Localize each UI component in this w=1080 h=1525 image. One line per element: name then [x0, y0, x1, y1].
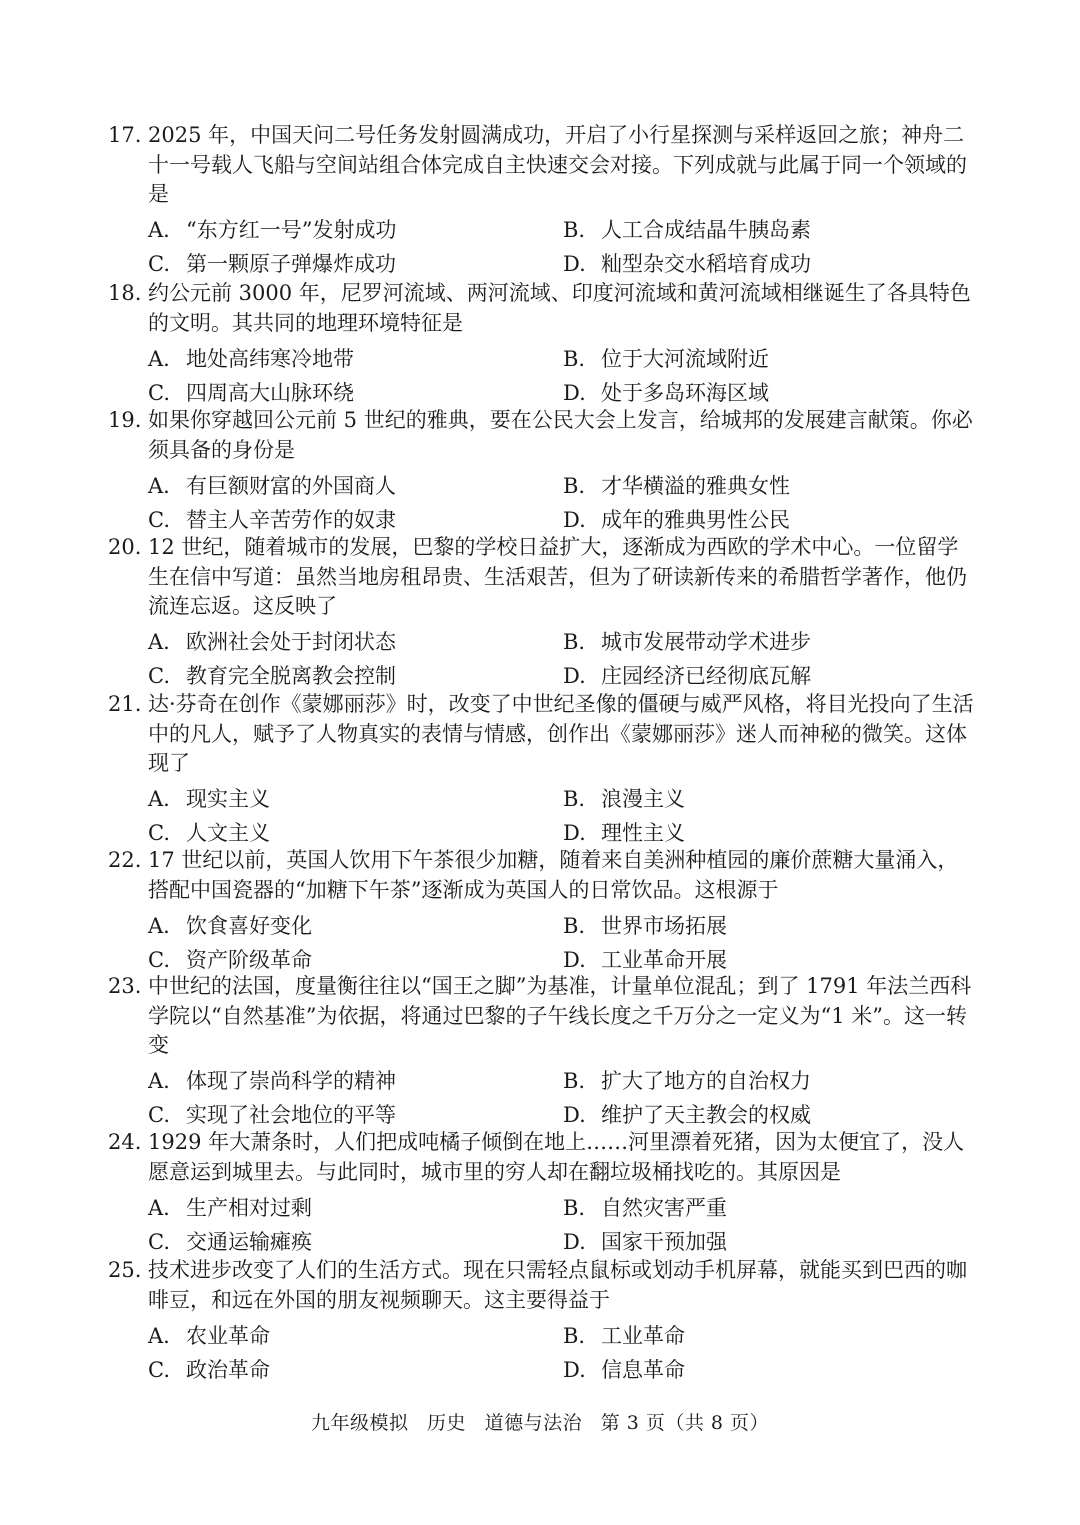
question-stem: 技术进步改变了人们的生活方式。现在只需轻点鼠标或划动手机屏幕，就能买到巴西的咖啡豆，和远在外国的朋友视频聊天。这主要得益于	[148, 1258, 967, 1312]
question-23	[108, 972, 978, 1133]
option-c: C. 实现了社会地位的平等	[148, 1103, 396, 1128]
question-24	[108, 1128, 978, 1259]
options	[148, 909, 978, 977]
footer-page-info: 第 3 页（共 8 页）	[600, 1412, 770, 1434]
question-number: 24.	[108, 1130, 142, 1154]
option-c: C. 人文主义	[148, 821, 270, 846]
option-c: C. 第一颗原子弹爆炸成功	[148, 252, 396, 277]
question-stem: 约公元前 3000 年，尼罗河流域、两河流域、印度河流域和黄河流域相继诞生了各具特色的文明。其共同的地理环境特征是	[148, 281, 971, 335]
option-a: A. 农业革命	[148, 1323, 270, 1348]
question-18	[108, 279, 978, 410]
options	[148, 1319, 978, 1387]
option-c: C. 教育完全脱离教会控制	[148, 664, 396, 689]
option-b: B. 扩大了地方的自治权力	[563, 1069, 811, 1094]
question-number: 25.	[108, 1258, 142, 1282]
question-21	[108, 690, 978, 851]
question-number: 18.	[108, 281, 142, 305]
option-d: D. 工业革命开展	[563, 947, 727, 972]
option-d: D. 国家干预加强	[563, 1229, 727, 1254]
question-25	[108, 1256, 978, 1387]
question-number: 23.	[108, 974, 142, 998]
option-a: A. 地处高纬寒冷地带	[148, 346, 354, 371]
option-c: C. 资产阶级革命	[148, 947, 312, 972]
option-a: A. 现实主义	[148, 787, 270, 812]
question-number: 21.	[108, 692, 142, 716]
option-a: A. 饮食喜好变化	[148, 913, 312, 938]
question-number: 17.	[108, 123, 142, 147]
options	[148, 342, 978, 410]
question-stem: 17 世纪以前，英国人饮用下午茶很少加糖，随着来自美洲种植园的廉价蔗糖大量涌入，搭配中国瓷器的“加糖下午茶”逐渐成为英国人的日常饮品。这根源于	[148, 848, 959, 902]
question-17	[108, 121, 978, 282]
question-stem: 中世纪的法国，度量衡往往以“国王之脚”为基准，计量单位混乱；到了 1791 年法兰西科学院以“自然基准”为依据，将通过巴黎的子午线长度之千万分之一定义为“1 米”。这一转变	[148, 974, 972, 1058]
option-c: C. 政治革命	[148, 1357, 270, 1382]
option-b: B. 位于大河流域附近	[563, 346, 769, 371]
option-b: B. 城市发展带动学术进步	[563, 630, 811, 655]
option-b: B. 人工合成结晶牛胰岛素	[563, 218, 811, 243]
options	[148, 626, 978, 694]
question-number: 20.	[108, 535, 142, 559]
option-d: D. 维护了天主教会的权威	[563, 1103, 811, 1128]
question-number: 19.	[108, 408, 142, 432]
option-b: B. 世界市场拓展	[563, 913, 727, 938]
option-a: A. 体现了崇尚科学的精神	[148, 1069, 396, 1094]
option-d: D. 理性主义	[563, 821, 685, 846]
option-d: D. 信息革命	[563, 1357, 685, 1382]
option-d: D. 籼型杂交水稻培育成功	[563, 252, 811, 277]
question-stem: 如果你穿越回公元前 5 世纪的雅典，要在公民大会上发言，给城邦的发展建言献策。你必须具备的身份是	[148, 408, 973, 462]
question-stem: 达·芬奇在创作《蒙娜丽莎》时，改变了中世纪圣像的僵硬与威严风格，将目光投向了生活中的凡人，赋予了人物真实的表情与情感，创作出《蒙娜丽莎》迷人而神秘的微笑。这体现了	[148, 692, 974, 776]
options	[148, 1065, 978, 1133]
question-stem: 1929 年大萧条时，人们把成吨橘子倾倒在地上……河里漂着死猪，因为太便宜了，没人愿意运到城里去。与此同时，城市里的穷人却在翻垃圾桶找吃的。其原因是	[148, 1130, 965, 1184]
option-c: C. 交通运输瘫痪	[148, 1229, 312, 1254]
option-d: D. 庄园经济已经彻底瓦解	[563, 664, 811, 689]
option-c: C. 四周高大山脉环绕	[148, 380, 354, 405]
footer-grade: 九年级模拟	[310, 1412, 409, 1434]
option-c: C. 替主人辛苦劳作的奴隶	[148, 507, 396, 532]
question-stem: 2025 年，中国天问二号任务发射圆满成功，开启了小行星探测与采样返回之旅；神舟二十一号载人飞船与空间站组合体完成自主快速交会对接。下列成就与此属于同一个领域的是	[148, 123, 967, 207]
question-number: 22.	[108, 848, 142, 872]
option-d: D. 处于多岛环海区域	[563, 380, 769, 405]
options	[148, 1191, 978, 1259]
question-stem: 12 世纪，随着城市的发展，巴黎的学校日益扩大，逐渐成为西欧的学术中心。一位留学生在信中写道：虽然当地房租昂贵、生活艰苦，但为了研读新传来的希腊哲学著作，他仍流连忘返。这反映了	[148, 535, 967, 619]
option-b: B. 浪漫主义	[563, 787, 685, 812]
footer-subject-ethics: 道德与法治	[484, 1412, 583, 1434]
footer-subject-history: 历史	[427, 1412, 467, 1434]
option-a: A. 生产相对过剩	[148, 1195, 312, 1220]
option-b: B. 才华横溢的雅典女性	[563, 473, 790, 498]
option-d: D. 成年的雅典男性公民	[563, 507, 790, 532]
question-19	[108, 406, 978, 537]
options	[148, 469, 978, 537]
options	[148, 214, 978, 282]
page-footer	[0, 1408, 1080, 1435]
options	[148, 783, 978, 851]
question-22	[108, 846, 978, 977]
option-a: A. 有巨额财富的外国商人	[148, 473, 396, 498]
option-b: B. 自然灾害严重	[563, 1195, 727, 1220]
option-a: A. 欧洲社会处于封闭状态	[148, 630, 396, 655]
option-a: A. “东方红一号”发射成功	[148, 218, 397, 243]
question-20	[108, 533, 978, 694]
option-b: B. 工业革命	[563, 1323, 685, 1348]
